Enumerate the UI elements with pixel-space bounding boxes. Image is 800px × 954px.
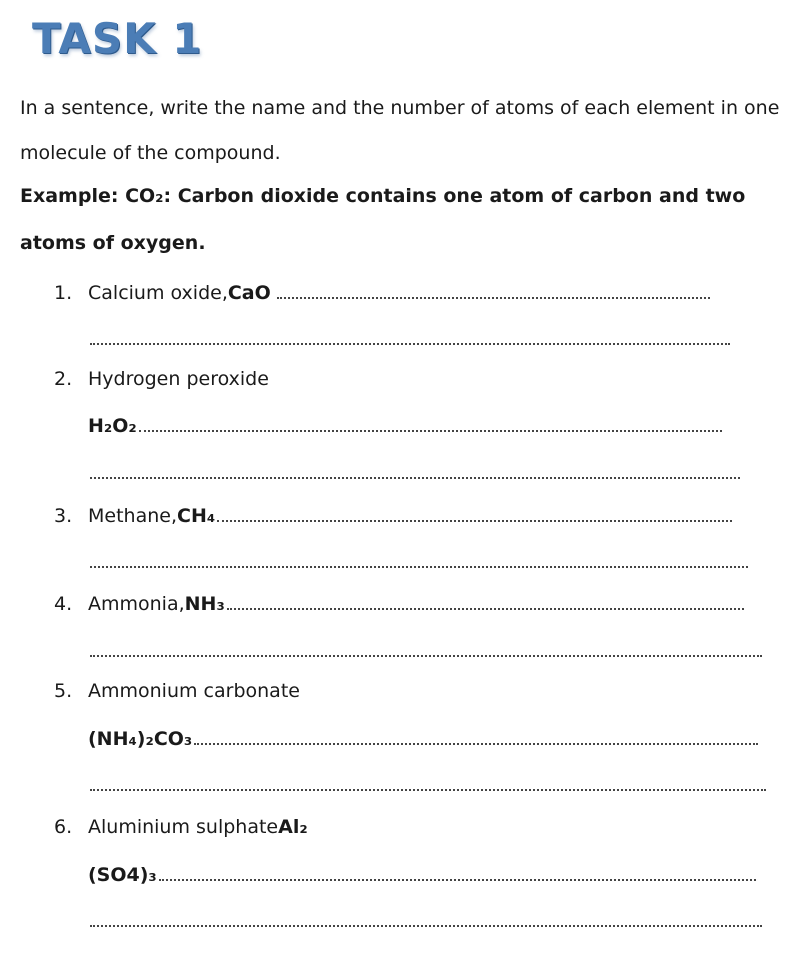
item-6-name: Aluminium sulphate — [88, 816, 279, 838]
item-2-answer-line[interactable] — [88, 415, 722, 437]
item-4-answer-line[interactable] — [88, 593, 744, 615]
item-6-answer-line-2[interactable] — [90, 925, 762, 927]
item-1-answer-line[interactable] — [88, 282, 710, 304]
item-3-formula: CH₄ — [177, 505, 216, 527]
item-4-dots — [227, 607, 744, 610]
item-2-dots — [139, 429, 722, 432]
item-5-dots — [194, 742, 758, 745]
instruction-line-1: In a sentence, write the name and the number of atoms of each element in one — [20, 97, 780, 119]
worksheet-title: TASK 1 — [32, 14, 203, 63]
item-number-3: 3. — [54, 505, 73, 527]
item-5-name: Ammonium carbonate — [88, 680, 300, 702]
item-number-2: 2. — [54, 368, 73, 390]
item-3-name: Methane, — [88, 505, 177, 527]
item-2-formula: H₂O₂ — [88, 415, 137, 437]
item-number-1: 1. — [54, 282, 73, 304]
item-3-answer-line-2[interactable] — [90, 566, 748, 568]
item-4-answer-line-2[interactable] — [90, 655, 762, 657]
item-6-name-line — [88, 816, 308, 838]
item-6-dots — [159, 878, 756, 881]
item-3-dots — [217, 519, 732, 522]
instruction-line-2: molecule of the compound. — [20, 142, 281, 164]
item-1-name: Calcium oxide, — [88, 282, 228, 304]
item-6-formula-2: (SO4)₃ — [88, 864, 157, 886]
example-line-1: Example: CO₂: Carbon dioxide contains one atom of carbon and two — [20, 185, 746, 207]
item-6-formula: Al₂ — [278, 816, 308, 838]
item-2-name: Hydrogen peroxide — [88, 368, 269, 390]
item-number-5: 5. — [54, 680, 73, 702]
item-number-4: 4. — [54, 593, 73, 615]
item-4-name: Ammonia, — [88, 593, 185, 615]
item-5-answer-line[interactable] — [88, 728, 758, 750]
example-line-2: atoms of oxygen. — [20, 232, 206, 254]
item-1-formula: CaO — [227, 282, 271, 304]
item-4-formula: NH₃ — [184, 593, 225, 615]
item-5-answer-line-2[interactable] — [90, 789, 766, 791]
item-1-answer-line-2[interactable] — [90, 343, 730, 345]
item-number-6: 6. — [54, 816, 73, 838]
item-6-answer-line[interactable] — [88, 864, 756, 886]
item-5-formula: (NH₄)₂CO₃ — [88, 728, 193, 750]
item-2-answer-line-2[interactable] — [90, 477, 740, 479]
item-3-answer-line[interactable] — [88, 505, 732, 527]
item-1-dots — [277, 296, 710, 299]
